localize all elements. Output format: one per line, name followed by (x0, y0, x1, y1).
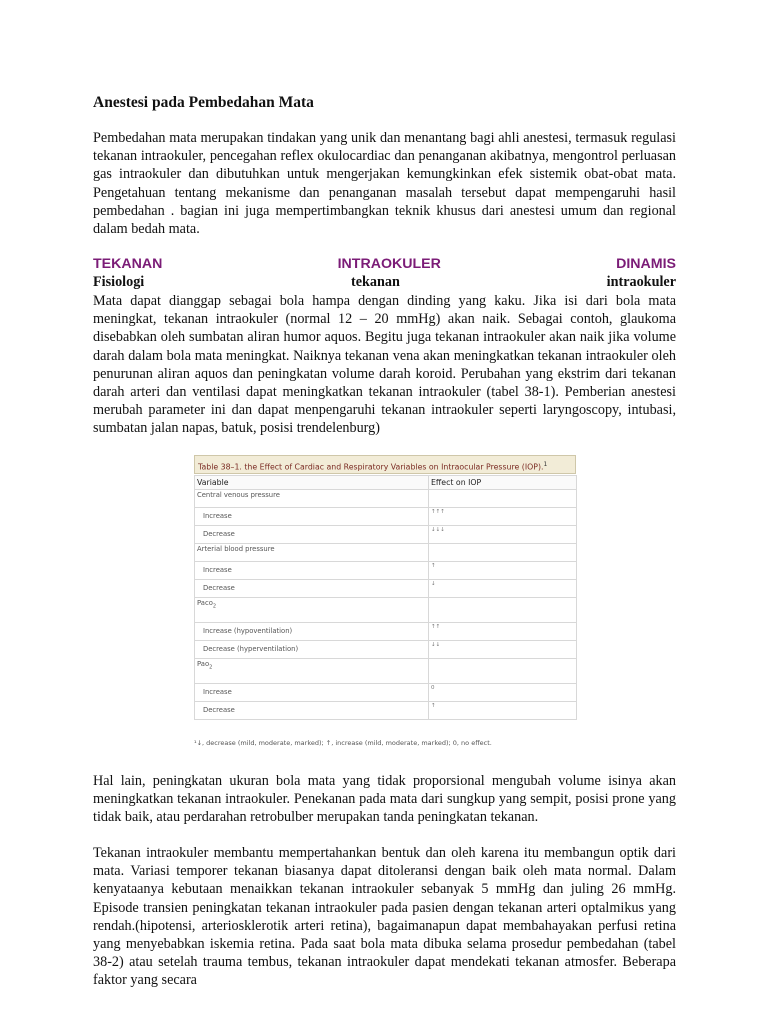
variable-cell: Pao$_2$ (195, 659, 429, 684)
heading-word-1: TEKANAN (93, 256, 163, 272)
table-row (195, 580, 577, 598)
variable-cell: Decrease (195, 526, 429, 544)
variable-cell: Increase (195, 684, 429, 702)
subsection-heading (93, 274, 676, 291)
physiology-paragraph: Mata dapat dianggap sebagai bola hampa dengan dinding yang kaku. Jika isi dari bola mata meningkat, tekanan intraokuler (normal 12 – 20 mmHg) akan naik. Sebagai contoh, glaukoma disebabkan oleh sumbatan aliran humor aquos. Begitu juga tekanan intraokuler akan naik jika volume darah dalam bola mata meningkat. Naiknya tekanan vena akan meningkatkan tekanan intraokuler oleh penurunan aliran aquos dan peningkatan volume darah koroid. Perubahan yang ekstrim dari tekanan darah arteri dan ventilasi dapat meningkatkan tekanan intraokuler (tabel 38-1). Pemberian anestesi merubah parameter ini dan dapat menpengaruhi tekanan intraokuler seperti laryngoscopy, intubasi, sumbatan jalan napas, batuk, posisi trendelenburg) (93, 293, 676, 437)
paragraph-4: Tekanan intraokuler membantu mempertahankan bentuk dan oleh karena itu membangun optik dari mata. Variasi temporer tekanan biasanya dapat ditoleransi dengan baik oleh mata normal. Dalam kenyataanya kebutaan menaikkan tekanan intraokuler sebanyak 5 mmHg dan juling 26 mmHg. Episode transien peningkatan tekanan intraokuler pada pasien dengan tekanan arteri optalmikus yang rendah.(hipotensi, arteriosklerotik arteri retina), bagaimanapun dapat membahayakan perfusi retina yang menyebabkan iskemia retina. Pada saat bola mata dibuka selama prosedur pembedahan (tabel 38-2) atau setelah trauma tembus, tekanan intraokuler dapat mendekati tekanan atmosfer. Beberapa faktor yang secara (93, 845, 676, 989)
table-row (195, 598, 577, 623)
effect-cell: ↑↑↑ (429, 508, 577, 526)
table-row (195, 544, 577, 562)
column-header-variable: Variable (195, 476, 429, 490)
table-row (195, 526, 577, 544)
intro-paragraph: Pembedahan mata merupakan tindakan yang unik dan menantang bagi ahli anestesi, termasuk regulasi tekanan intraokuler, pencegahan reflex okulocardiac dan penanganan akibatnya, mengontrol perluasan gas intraokuler dan dibutuhkan untuk mengerjakan kemungkinkan efek sistemik obat-obat mata. Pengetahuan tentang mekanisme dan penanganan masalah tersebut dapat mempengaruhi hasil pembedahan . bagian ini juga mempertimbangkan teknik khusus dari anestesi umum dan regional dalam bedah mata. (93, 130, 676, 238)
variable-cell: Decrease (hyperventilation) (195, 641, 429, 659)
variable-cell: Increase (hypoventilation) (195, 623, 429, 641)
heading-word-2: INTRAOKULER (337, 256, 441, 272)
iop-table (194, 475, 577, 720)
column-header-effect: Effect on IOP (429, 476, 577, 490)
table-header-row (195, 476, 577, 490)
section-heading (93, 256, 676, 272)
subheading-word-3: intraokuler (606, 274, 676, 290)
variable-cell: Increase (195, 508, 429, 526)
effect-cell (429, 544, 577, 562)
table-footnote: ¹↓, decrease (mild, moderate, marked); ↑, increase (mild, moderate, marked); 0, no effect. (194, 739, 492, 747)
effect-cell (429, 659, 577, 684)
variable-cell: Decrease (195, 580, 429, 598)
variable-cell: Decrease (195, 702, 429, 720)
variable-cell: Increase (195, 562, 429, 580)
effect-cell: ↓ (429, 580, 577, 598)
variable-cell: Central venous pressure (195, 490, 429, 508)
table-caption: Table 38–1. the Effect of Cardiac and Respiratory Variables on Intraocular Pressure (IOP).$^1$ (194, 455, 576, 474)
variable-cell: Arterial blood pressure (195, 544, 429, 562)
table-row (195, 702, 577, 720)
effect-cell: ↓↓ (429, 641, 577, 659)
subheading-word-2: tekanan (351, 274, 400, 290)
table-row (195, 490, 577, 508)
table-row (195, 641, 577, 659)
iop-table-figure (194, 455, 576, 747)
table-row (195, 659, 577, 684)
effect-cell: ↑ (429, 562, 577, 580)
table-row (195, 623, 577, 641)
effect-cell (429, 490, 577, 508)
paragraph-3: Hal lain, peningkatan ukuran bola mata yang tidak proporsional mengubah volume isinya akan meningkatkan tekanan intraokuler. Penekanan pada mata dari sungkup yang sempit, posisi prone yang tidak baik, atau perdarahan retrobulber merupakan tanda peningkatan tekanan. (93, 773, 676, 826)
table-row (195, 508, 577, 526)
effect-cell: ↓↓↓ (429, 526, 577, 544)
page-title: Anestesi pada Pembedahan Mata (93, 94, 314, 111)
effect-cell: ↑↑ (429, 623, 577, 641)
effect-cell: ↑ (429, 702, 577, 720)
table-row (195, 562, 577, 580)
table-row (195, 684, 577, 702)
effect-cell (429, 598, 577, 623)
subheading-word-1: Fisiologi (93, 274, 145, 290)
heading-word-3: DINAMIS (616, 256, 676, 272)
effect-cell: 0 (429, 684, 577, 702)
variable-cell: Paco$_2$ (195, 598, 429, 623)
